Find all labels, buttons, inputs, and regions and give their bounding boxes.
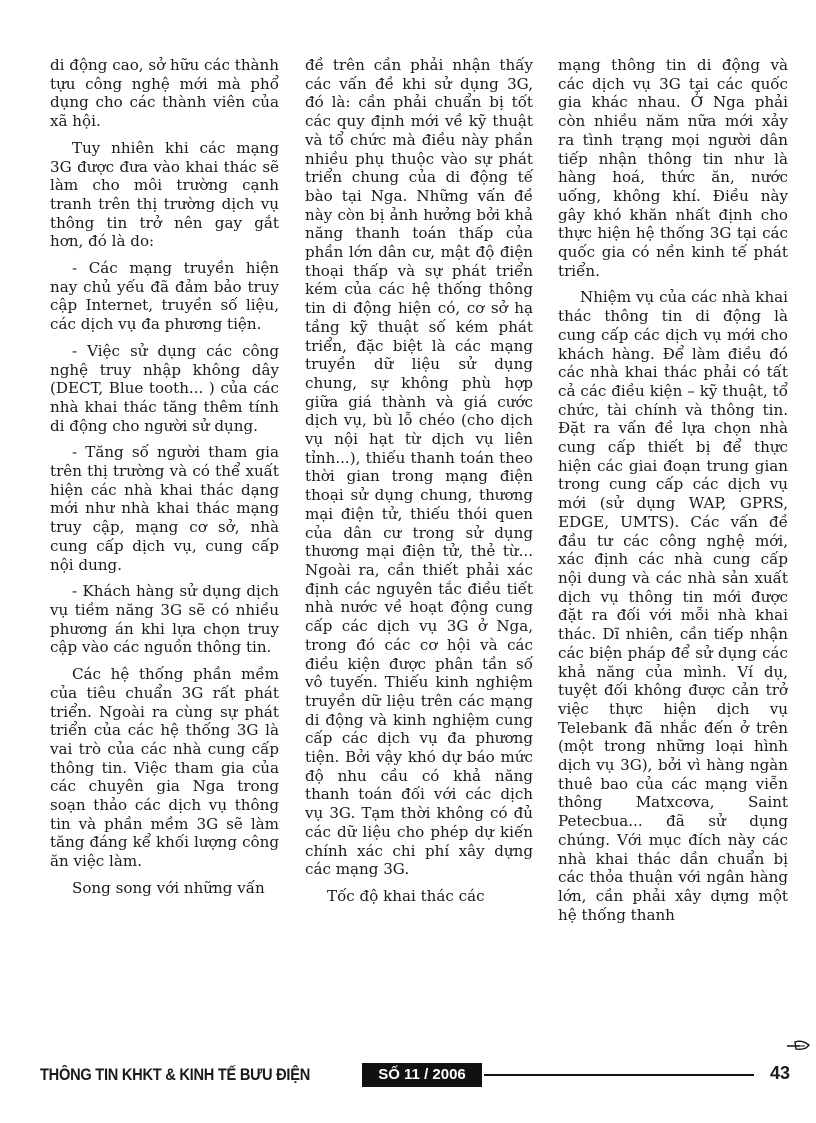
text-column-3 (558, 56, 788, 1054)
paragraph: - Việc sử dụng các công nghệ truy nhập không dây (DECT, Blue tooth... ) của các nhà khai thác tăng thêm tính di động cho người sử dụng. (50, 341, 279, 435)
paragraph: - Các mạng truyền hiện nay chủ yếu đã đảm bảo truy cập Internet, truyền số liệu, các dịch vụ đa phương tiện. (50, 259, 279, 334)
text-column-2 (305, 56, 533, 1054)
paragraph: đề trên cần phải nhận thấy các vấn đề khi sử dụng 3G, đó là: cần phải chuẩn bị tốt các quy định mới về kỹ thuật và tổ chức mà điều này phần nhiều phụ thuộc vào sự phát triển chung của di động tế bào tại Nga. Những vấn đề này còn bị ảnh hưởng bởi khả năng thanh toán thấp của phần lớn dân cư, mật độ điện thoại thấp và sự phát triển kém của các hệ thống thông tin di động hiện có, cơ sở hạ tầng kỹ thuật số kém phát triển, đặc biệt là các mạng truyền dữ liệu sử dụng chung, sự không phù hợp giữa giá thành và giá cước dịch vụ, bù lỗ chéo (cho dịch vụ nội hạt từ dịch vụ liên tỉnh...), thiếu thanh toán theo thời gian trong mạng điện thoại sử dụng chung, thương mại điện tử, thiếu thói quen của dân cư trong sử dụng thương mại điện tử, thẻ từ... Ngoài ra, cần thiết phải xác định các nguyên tắc điều tiết nhà nước về hoạt động cung cấp các dịch vụ 3G ở Nga, trong đó các cơ hội và các điều kiện được phân tần số vô tuyến. Thiếu kinh nghiệm truyền dữ liệu trên các mạng di động và kinh nghiệm cung cấp các dịch vụ đa phương tiện. Bởi vậy khó dự báo mức độ nhu cầu có khả năng thanh toán đối với các dịch vụ 3G. Tạm thời không có đủ các dữ liệu cho phép dự kiến chính xác chi phí xây dựng các mạng 3G. (305, 56, 533, 879)
pointing-hand-icon (786, 1038, 810, 1052)
issue-badge: SỐ 11 / 2006 (362, 1063, 482, 1087)
publication-name: THÔNG TIN KHKT & KINH TẾ BƯU ĐIỆN (40, 1065, 311, 1084)
paragraph: Các hệ thống phần mềm của tiêu chuẩn 3G rất phát triển. Ngoài ra cùng sự phát triển của các hệ thống 3G là vai trò của các nhà cung cấp thông tin. Việc tham gia của các chuyên gia Nga trong soạn thảo các dịch vụ thông tin và phần mềm 3G sẽ làm tăng đáng kể khối lượng công ăn việc làm. (50, 665, 279, 871)
text-column-1 (50, 56, 279, 1054)
footer-rule (484, 1074, 754, 1076)
paragraph: Nhiệm vụ của các nhà khai thác thông tin di động là cung cấp các dịch vụ mới cho khách hàng. Để làm điều đó các nhà khai thác phải có tất cả các điều kiện – kỹ thuật, tổ chức, tài chính và thông tin. Đặt ra vấn đề lựa chọn nhà cung cấp thiết bị để thực hiện các giai đoạn trung gian trong cung cấp các dịch vụ mới (sử dụng WAP, GPRS, EDGE, UMTS). Các vấn đề đầu tư các công nghệ mới, xác định các nhà cung cấp nội dung và các nhà sản xuất dịch vụ thông tin mới được đặt ra đối với mỗi nhà khai thác. Dĩ nhiên, cần tiếp nhận các biện pháp để sử dụng các khả năng của mình. Ví dụ, tuyệt đối không được cản trở việc thực hiện dịch vụ Telebank đã nhắc đến ở trên (một trong những loại hình dịch vụ 3G), bởi vì hàng ngàn thuê bao của các mạng viễn thông Matxcơva, Saint Petecbua... đã sử dụng chúng. Với mục đích này các nhà khai thác dần chuẩn bị các thỏa thuận với ngân hàng lớn, cần phải xây dựng một hệ thống thanh (558, 288, 788, 924)
page-footer (40, 1062, 790, 1088)
paragraph: Tuy nhiên khi các mạng 3G được đưa vào khai thác sẽ làm cho môi trường cạnh tranh trên thị trường dịch vụ thông tin trở nên gay gắt hơn, đó là do: (50, 138, 279, 251)
paragraph: di động cao, sở hữu các thành tựu công nghệ mới mà phổ dụng cho các thành viên của xã hội. (50, 56, 279, 131)
paragraph: - Khách hàng sử dụng dịch vụ tiềm năng 3G sẽ có nhiều phương án khi lựa chọn truy cập vào các nguồn thông tin. (50, 582, 279, 657)
paragraph: mạng thông tin di động và các dịch vụ 3G tại các quốc gia khác nhau. Ở Nga phải còn nhiều năm nữa mới xảy ra tình trạng mọi người dân tiếp nhận thông tin như là hàng hoá, thức ăn, nước uống, không khí. Điều này gây khó khăn nhất định cho thực hiện hệ thống 3G tại các quốc gia có nền kinh tế phát triển. (558, 56, 788, 280)
page-number: 43 (769, 1063, 790, 1083)
paragraph: - Tăng số người tham gia trên thị trường và có thể xuất hiện các nhà khai thác dạng mới như nhà khai thác mạng truy cập, mạng cơ sở, nhà cung cấp dịch vụ, cung cấp nội dung. (50, 443, 279, 574)
paragraph: Tốc độ khai thác các (327, 886, 485, 905)
paragraph: Song song với những vấn (72, 878, 265, 897)
